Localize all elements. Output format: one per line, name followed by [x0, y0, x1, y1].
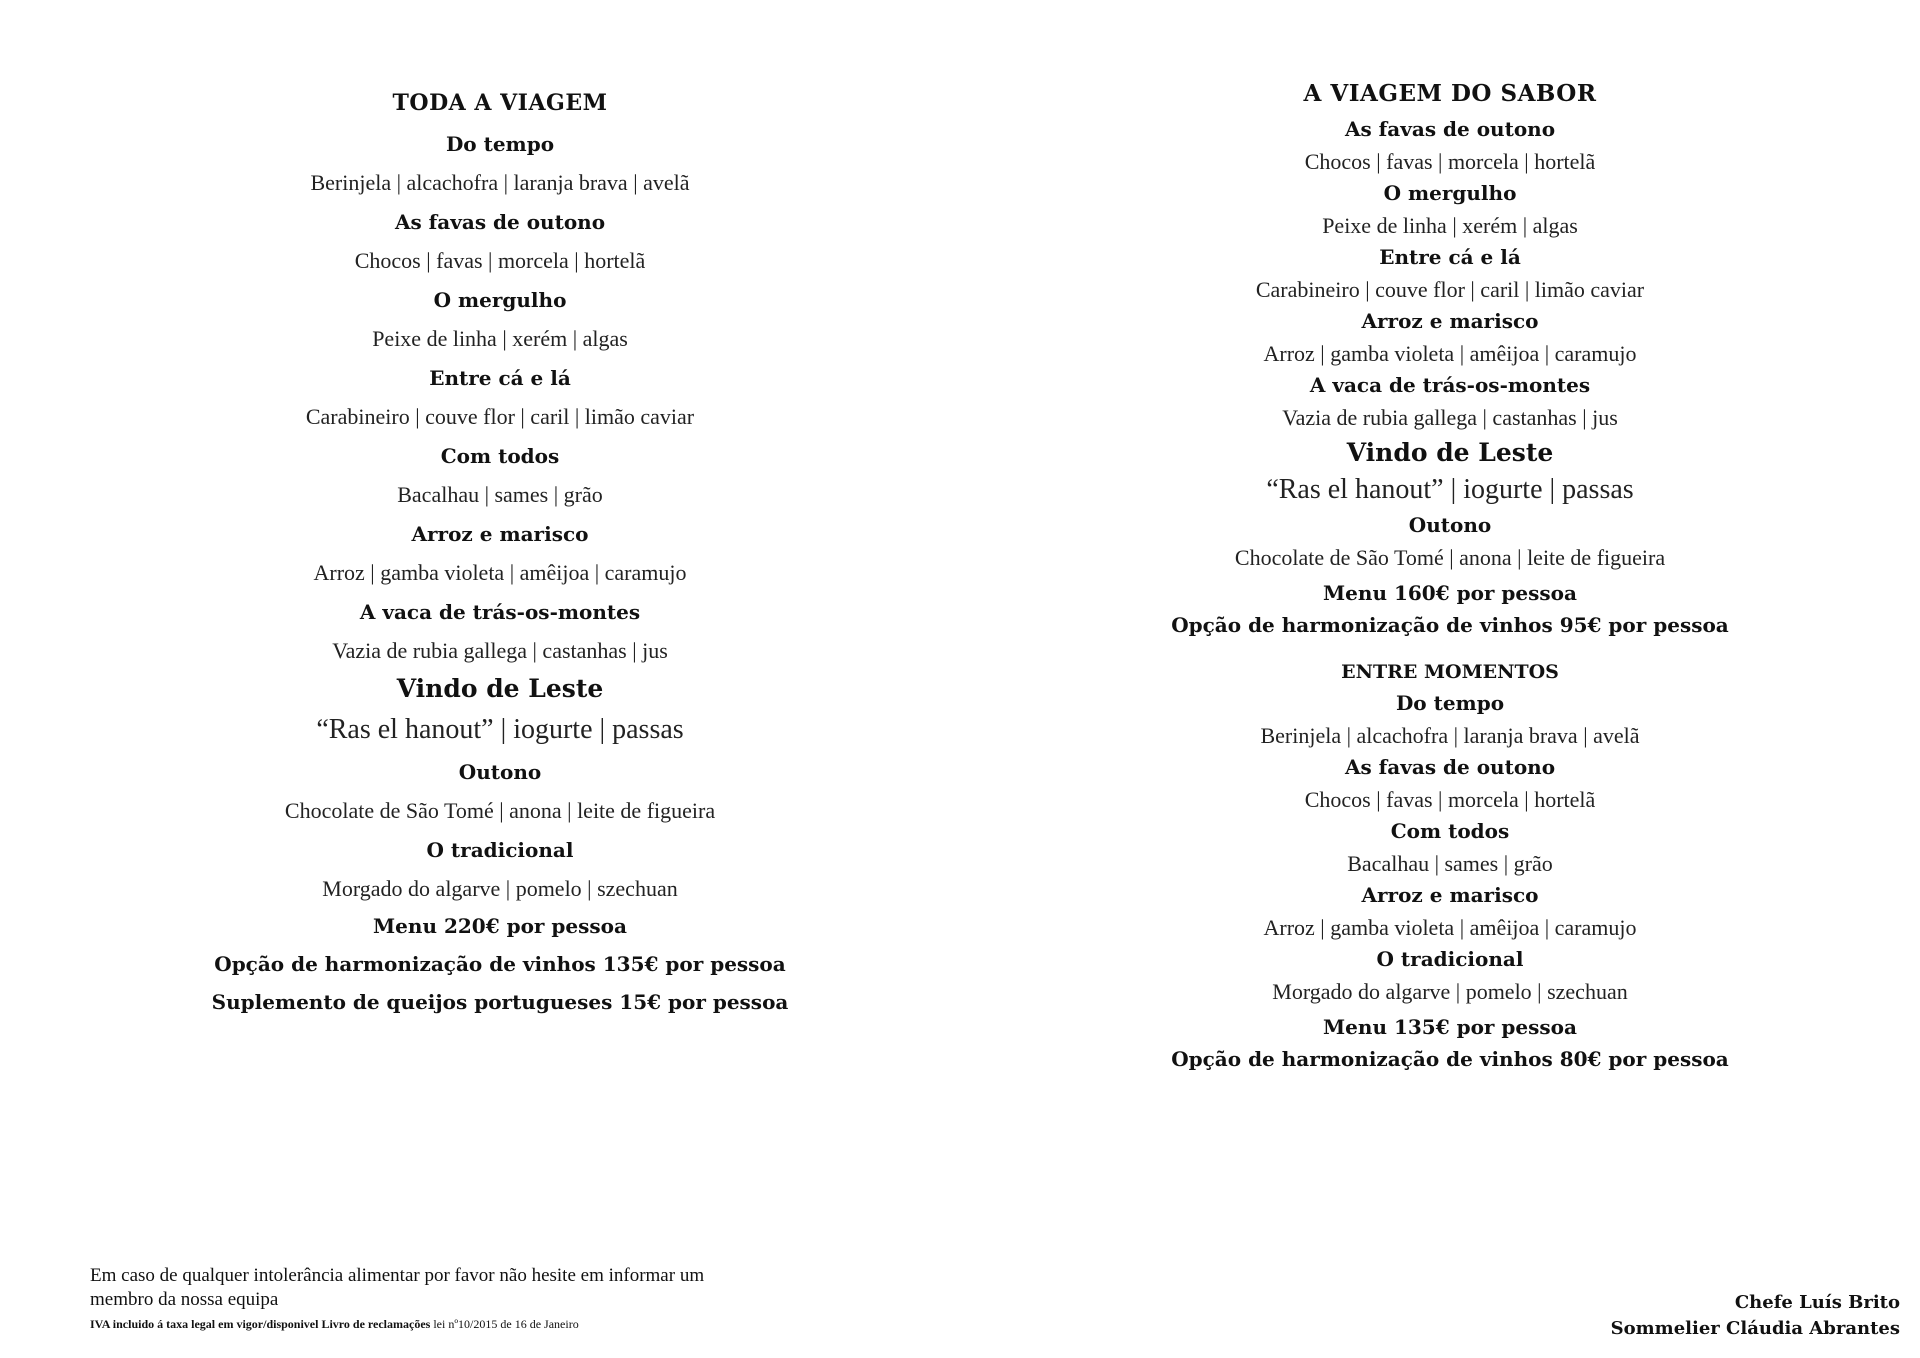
course-name: Outono: [458, 760, 542, 784]
course-name: Com todos: [1390, 819, 1510, 843]
cheese-supplement-price: Suplemento de queijos portugueses 15€ por pessoa: [211, 990, 789, 1014]
course-name: As favas de outono: [1344, 117, 1556, 141]
course-description: Morgado do algarve | pomelo | szechuan: [1272, 979, 1628, 1004]
course-description: Arroz | gamba violeta | amêijoa | caramujo: [313, 560, 687, 585]
course-description: Chocos | favas | morcela | hortelã: [1304, 787, 1596, 812]
course-description: Bacalhau | sames | grão: [1347, 851, 1553, 876]
course-name: O tradicional: [1376, 947, 1524, 971]
legal-notice: [90, 1316, 770, 1332]
wine-pairing-price: Opção de harmonização de vinhos 95€ por pessoa: [1171, 613, 1729, 637]
course-description: “Ras el hanout” | iogurte | passas: [1266, 474, 1634, 505]
course-name: Entre cá e lá: [429, 366, 571, 390]
menu-price: Menu 160€ por pessoa: [1323, 581, 1577, 605]
course-name: Entre cá e lá: [1379, 245, 1521, 269]
course-description: Chocolate de São Tomé | anona | leite de figueira: [284, 798, 716, 823]
menu-title-entre-momentos: ENTRE MOMENTOS: [1341, 661, 1559, 683]
vat-notice: IVA incluido á taxa legal em vigor/disponivel Livro de reclamações: [90, 1317, 431, 1331]
course-description: Vazia de rubia gallega | castanhas | jus: [1282, 405, 1618, 430]
course-description: Arroz | gamba violeta | amêijoa | caramujo: [1263, 915, 1637, 940]
chef-name: Chefe Luís Brito: [1734, 1292, 1900, 1313]
course-name: A vaca de trás-os-montes: [1309, 373, 1591, 397]
course-name: Com todos: [440, 444, 560, 468]
course-name: Arroz e marisco: [1361, 309, 1539, 333]
course-name: A vaca de trás-os-montes: [359, 600, 641, 624]
allergy-footnote: [90, 1264, 770, 1332]
course-description: Chocos | favas | morcela | hortelã: [1304, 149, 1596, 174]
course-description: Carabineiro | couve flor | caril | limão caviar: [305, 404, 695, 429]
course-name: As favas de outono: [394, 210, 606, 234]
course-name: Vindo de Leste: [396, 674, 604, 703]
course-description: “Ras el hanout” | iogurte | passas: [316, 714, 684, 745]
wine-pairing-price: Opção de harmonização de vinhos 135€ por pessoa: [214, 952, 786, 976]
course-description: Berinjela | alcachofra | laranja brava | avelã: [310, 170, 690, 195]
course-description: Berinjela | alcachofra | laranja brava | avelã: [1260, 723, 1640, 748]
wine-pairing-price: Opção de harmonização de vinhos 80€ por pessoa: [1171, 1047, 1729, 1071]
course-name: Do tempo: [1395, 691, 1505, 715]
signature: [1611, 1290, 1900, 1342]
course-name: O mergulho: [433, 288, 567, 312]
course-name: Do tempo: [445, 132, 555, 156]
course-description: Peixe de linha | xerém | algas: [1322, 213, 1578, 238]
sommelier-name: Sommelier Cláudia Abrantes: [1610, 1318, 1900, 1339]
course-name: Outono: [1408, 513, 1492, 537]
menu-toda-a-viagem: [200, 90, 800, 1028]
course-description: Carabineiro | couve flor | caril | limão caviar: [1255, 277, 1645, 302]
menu-price: Menu 135€ por pessoa: [1323, 1015, 1577, 1039]
course-name: Arroz e marisco: [1361, 883, 1539, 907]
course-description: Bacalhau | sames | grão: [397, 482, 603, 507]
menu-title: A VIAGEM DO SABOR: [1303, 80, 1597, 107]
menu-a-viagem-do-sabor: [1150, 80, 1750, 1075]
course-name: O mergulho: [1383, 181, 1517, 205]
course-description: Vazia de rubia gallega | castanhas | jus: [332, 638, 668, 663]
course-description: Chocolate de São Tomé | anona | leite de figueira: [1234, 545, 1666, 570]
course-description: Chocos | favas | morcela | hortelã: [354, 248, 646, 273]
course-name: As favas de outono: [1344, 755, 1556, 779]
law-reference: lei nº10/2015 de 16 de Janeiro: [430, 1317, 579, 1331]
course-description: Morgado do algarve | pomelo | szechuan: [322, 876, 678, 901]
course-description: Peixe de linha | xerém | algas: [372, 326, 628, 351]
menu-title: TODA A VIAGEM: [392, 90, 608, 116]
course-name: Vindo de Leste: [1346, 438, 1554, 467]
course-name: O tradicional: [426, 838, 574, 862]
course-name: Arroz e marisco: [411, 522, 589, 546]
menu-price: Menu 220€ por pessoa: [373, 914, 627, 938]
course-description: Arroz | gamba violeta | amêijoa | caramujo: [1263, 341, 1637, 366]
allergy-notice: Em caso de qualquer intolerância alimentar por favor não hesite em informar um membro da nossa equipa: [90, 1265, 705, 1310]
